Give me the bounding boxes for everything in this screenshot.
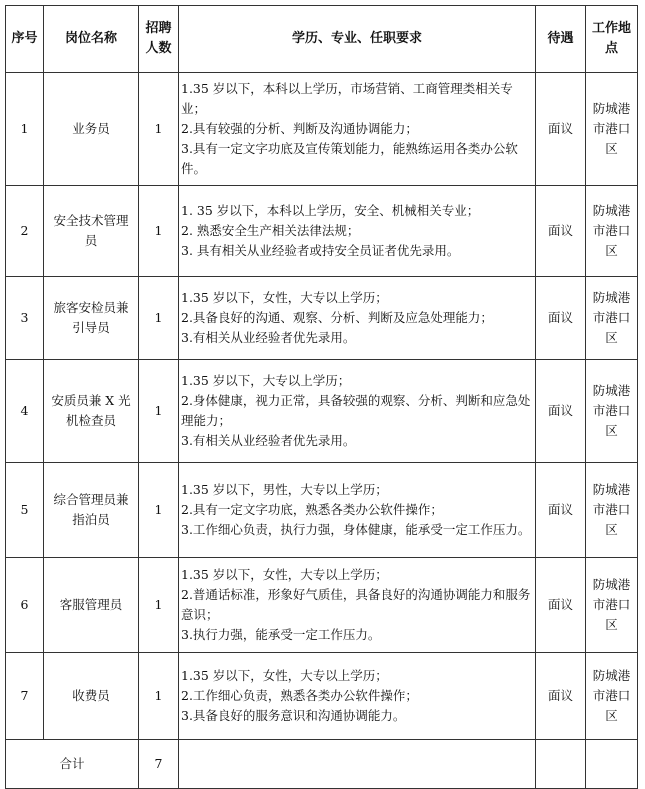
cell-salary: 面议 bbox=[536, 186, 586, 277]
cell-position: 安全技术管理员 bbox=[44, 186, 139, 277]
cell-location: 防城港市港口区 bbox=[586, 360, 638, 463]
requirement-line: 2. 熟悉安全生产相关法律法规； bbox=[181, 223, 360, 238]
cell-location: 防城港市港口区 bbox=[586, 653, 638, 740]
cell-count: 1 bbox=[139, 653, 179, 740]
cell-salary: 面议 bbox=[536, 73, 586, 186]
cell-salary: 面议 bbox=[536, 653, 586, 740]
cell-seq: 1 bbox=[6, 73, 44, 186]
requirement-line: 1.35 岁以下，本科以上学历，市场营销、工商管理类相关专业； bbox=[181, 81, 513, 116]
cell-seq: 5 bbox=[6, 463, 44, 558]
cell-count: 1 bbox=[139, 463, 179, 558]
cell-position: 业务员 bbox=[44, 73, 139, 186]
requirement-line: 1. 35 岁以下，本科以上学历，安全、机械相关专业； bbox=[181, 203, 480, 218]
requirement-line: 3.具有一定文字功底及宣传策划能力，能熟练运用各类办公软件。 bbox=[181, 141, 518, 176]
total-empty-salary bbox=[536, 740, 586, 789]
total-label: 合计 bbox=[6, 740, 139, 789]
cell-salary: 面议 bbox=[536, 463, 586, 558]
requirement-line: 3.具备良好的服务意识和沟通协调能力。 bbox=[181, 708, 406, 723]
cell-location: 防城港市港口区 bbox=[586, 558, 638, 653]
requirement-line: 1.35 岁以下，男性，大专以上学历； bbox=[181, 482, 388, 497]
cell-count: 1 bbox=[139, 73, 179, 186]
cell-requirements bbox=[179, 186, 536, 277]
requirement-line: 3.执行力强，能承受一定工作压力。 bbox=[181, 627, 381, 642]
table-row bbox=[6, 558, 638, 653]
cell-seq: 7 bbox=[6, 653, 44, 740]
cell-position: 安质员兼 X 光机检查员 bbox=[44, 360, 139, 463]
total-empty-requirements bbox=[179, 740, 536, 789]
requirement-line: 1.35 岁以下，女性，大专以上学历； bbox=[181, 567, 388, 582]
requirement-line: 3.工作细心负责，执行力强，身体健康，能承受一定工作压力。 bbox=[181, 522, 531, 537]
cell-seq: 4 bbox=[6, 360, 44, 463]
cell-seq: 6 bbox=[6, 558, 44, 653]
table-row bbox=[6, 186, 638, 277]
cell-requirements bbox=[179, 653, 536, 740]
requirement-line: 3.有相关从业经验者优先录用。 bbox=[181, 433, 356, 448]
requirement-line: 1.35 岁以下，女性，大专以上学历； bbox=[181, 668, 388, 683]
requirement-line: 2.具有一定文字功底，熟悉各类办公软件操作； bbox=[181, 502, 443, 517]
total-count: 7 bbox=[139, 740, 179, 789]
cell-requirements bbox=[179, 558, 536, 653]
table-row bbox=[6, 463, 638, 558]
requirement-line: 1.35 岁以下，大专以上学历； bbox=[181, 373, 351, 388]
table-row bbox=[6, 277, 638, 360]
cell-requirements bbox=[179, 73, 536, 186]
cell-position: 旅客安检员兼引导员 bbox=[44, 277, 139, 360]
table-row bbox=[6, 653, 638, 740]
cell-count: 1 bbox=[139, 360, 179, 463]
requirement-line: 2.普通话标准，形象好气质佳，具备良好的沟通协调能力和服务意识； bbox=[181, 587, 531, 622]
cell-location: 防城港市港口区 bbox=[586, 277, 638, 360]
cell-seq: 2 bbox=[6, 186, 44, 277]
requirement-line: 2.工作细心负责，熟悉各类办公软件操作； bbox=[181, 688, 418, 703]
cell-salary: 面议 bbox=[536, 277, 586, 360]
cell-salary: 面议 bbox=[536, 360, 586, 463]
header-salary: 待遇 bbox=[536, 6, 586, 73]
header-row bbox=[6, 6, 638, 73]
cell-requirements bbox=[179, 360, 536, 463]
cell-seq: 3 bbox=[6, 277, 44, 360]
cell-location: 防城港市港口区 bbox=[586, 463, 638, 558]
total-row bbox=[6, 740, 638, 789]
requirement-line: 2.具备良好的沟通、观察、分析、判断及应急处理能力； bbox=[181, 310, 493, 325]
header-requirements: 学历、专业、任职要求 bbox=[179, 6, 536, 73]
requirement-line: 2.身体健康，视力正常，具备较强的观察、分析、判断和应急处理能力； bbox=[181, 393, 531, 428]
header-location: 工作地点 bbox=[586, 6, 638, 73]
table-row bbox=[6, 360, 638, 463]
requirement-line: 3. 具有相关从业经验者或持安全员证者优先录用。 bbox=[181, 243, 460, 258]
requirement-line: 1.35 岁以下，女性，大专以上学历； bbox=[181, 290, 388, 305]
header-position: 岗位名称 bbox=[44, 6, 139, 73]
total-empty-location bbox=[586, 740, 638, 789]
cell-position: 收费员 bbox=[44, 653, 139, 740]
table-row bbox=[6, 73, 638, 186]
recruitment-table-container bbox=[5, 5, 638, 789]
requirement-line: 3.有相关从业经验者优先录用。 bbox=[181, 330, 356, 345]
cell-count: 1 bbox=[139, 558, 179, 653]
cell-requirements bbox=[179, 277, 536, 360]
cell-position: 客服管理员 bbox=[44, 558, 139, 653]
header-seq: 序号 bbox=[6, 6, 44, 73]
cell-location: 防城港市港口区 bbox=[586, 186, 638, 277]
cell-position: 综合管理员兼指泊员 bbox=[44, 463, 139, 558]
recruitment-table bbox=[5, 5, 638, 789]
cell-requirements bbox=[179, 463, 536, 558]
cell-location: 防城港市港口区 bbox=[586, 73, 638, 186]
header-count: 招聘人数 bbox=[139, 6, 179, 73]
cell-count: 1 bbox=[139, 186, 179, 277]
cell-count: 1 bbox=[139, 277, 179, 360]
requirement-line: 2.具有较强的分析、判断及沟通协调能力； bbox=[181, 121, 418, 136]
cell-salary: 面议 bbox=[536, 558, 586, 653]
